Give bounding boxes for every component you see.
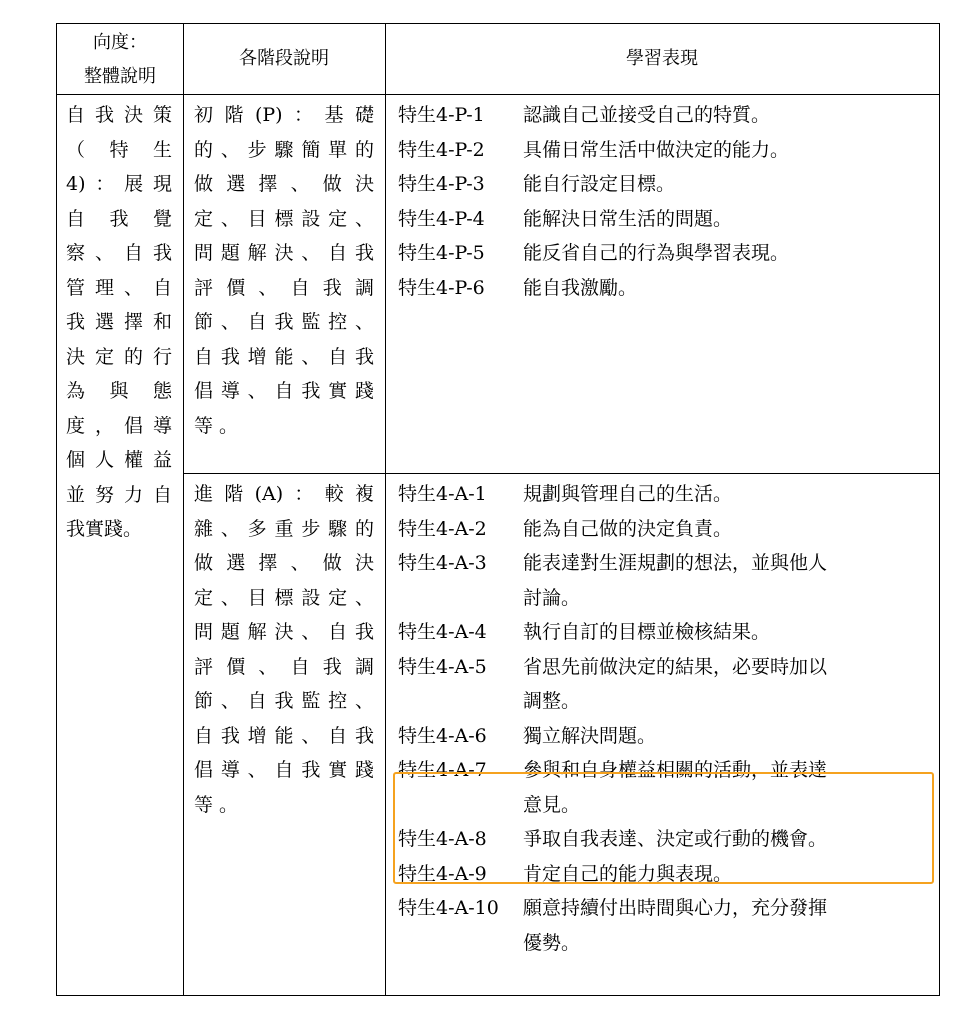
performance-description: 規劃與管理自己的生活。 <box>523 483 733 505</box>
header-dimension: 向度： 整體說明 <box>84 32 156 87</box>
performance-description: 具備日常生活中做決定的能力。 <box>523 138 790 161</box>
performance-code: 特生4-A-6 <box>398 724 487 747</box>
dimension-desc-line: 並努力自 <box>66 483 172 506</box>
basic-stage-line: 的、步驟簡單的 <box>194 138 374 161</box>
performance-description: 認識自己並接受自己的特質。 <box>523 104 771 126</box>
advanced-stage-line: 等 。 <box>194 793 239 816</box>
header-learning-performance: 學習表現 <box>626 48 698 69</box>
basic-stage-line: 初階(P)：基礎 <box>194 104 374 126</box>
basic-stage-line: 倡導、自我實踐 <box>194 380 374 402</box>
performance-code: 特生4-P-2 <box>398 138 485 161</box>
header-stage-description: 各階段說明 <box>239 48 329 69</box>
dimension-desc-line: 自我決策 <box>66 104 172 126</box>
dimension-desc-line: 4)：展現 <box>66 173 172 195</box>
advanced-stage-line: 進階(A)：較複 <box>194 483 374 505</box>
dimension-desc-line: 我實踐。 <box>66 518 143 540</box>
performance-description: 省思先前做決定的結果，必要時加以 <box>523 655 828 678</box>
performance-code: 特生4-A-2 <box>398 517 487 540</box>
performance-description: 能解決日常生活的問題。 <box>523 207 733 230</box>
basic-stage-line: 自我增能、自我 <box>194 345 374 368</box>
performance-code: 特生4-P-3 <box>398 173 485 195</box>
stage-divider <box>183 473 939 474</box>
basic-stage-line: 等 。 <box>194 414 239 437</box>
performance-code: 特生4-A-9 <box>398 862 487 885</box>
performance-code: 特生4-P-1 <box>398 104 485 126</box>
dimension-desc-line: 個人權益 <box>66 449 172 471</box>
performance-code: 特生4-P-4 <box>398 207 485 230</box>
performance-description: 討論。 <box>523 586 581 609</box>
performance-code: 特生4-A-7 <box>398 759 487 781</box>
dimension-desc-line: 度，倡導 <box>66 414 172 437</box>
performance-description: 調整。 <box>523 690 581 712</box>
performance-description: 能反省自己的行為與學習表現。 <box>523 242 790 264</box>
dimension-desc-line: 為 與 態 <box>66 380 172 402</box>
advanced-stage-line: 雜、多重步驟的 <box>194 517 374 540</box>
basic-stage-line: 評價、自我調 <box>194 276 374 299</box>
header-divider <box>57 94 939 95</box>
performance-description: 願意持續付出時間與心力，充分發揮 <box>523 897 828 919</box>
performance-code: 特生4-A-3 <box>398 552 487 574</box>
performance-description: 爭取自我表達、決定或行動的機會。 <box>523 828 828 850</box>
performance-description: 獨立解決問題。 <box>523 724 657 747</box>
performance-description: 執行自訂的目標並檢核結果。 <box>523 621 771 643</box>
performance-description: 參與和自身權益相關的活動，並表達 <box>523 759 828 781</box>
performance-description: 能自我激勵。 <box>523 276 638 299</box>
basic-stage-line: 問題解決、自我 <box>194 242 374 264</box>
performance-code: 特生4-A-10 <box>398 897 499 919</box>
basic-stage-line: 定、目標設定、 <box>194 207 374 230</box>
performance-code: 特生4-A-8 <box>398 828 487 850</box>
column-divider <box>385 24 386 995</box>
performance-description: 能自行設定目標。 <box>523 173 676 195</box>
dimension-desc-line: 決定的行 <box>66 345 172 368</box>
performance-code: 特生4-P-6 <box>398 276 485 299</box>
performance-description: 肯定自己的能力與表現。 <box>523 862 733 885</box>
dimension-desc-line: 管理、自 <box>66 276 172 299</box>
dimension-desc-line: 察、自我 <box>66 242 172 264</box>
dimension-desc-line: 我選擇和 <box>66 311 172 333</box>
basic-stage-line: 節、自我監控、 <box>194 311 374 333</box>
performance-description: 能表達對生涯規劃的想法，並與他人 <box>523 552 828 574</box>
performance-code: 特生4-A-4 <box>398 621 487 643</box>
column-divider <box>183 24 184 995</box>
advanced-stage-line: 做選擇、做決 <box>194 552 374 574</box>
highlight-box <box>393 772 934 884</box>
advanced-stage-line: 自我增能、自我 <box>194 724 374 747</box>
dimension-desc-line: 自 我 覺 <box>66 207 172 230</box>
performance-description: 能為自己做的決定負責。 <box>523 517 733 540</box>
performance-description: 優勢。 <box>523 931 581 954</box>
basic-stage-line: 做選擇、做決 <box>194 173 374 195</box>
advanced-stage-line: 評價、自我調 <box>194 655 374 678</box>
performance-code: 特生4-A-5 <box>398 655 487 678</box>
advanced-stage-line: 節、自我監控、 <box>194 690 374 712</box>
dimension-desc-line: （ 特 生 <box>66 138 172 161</box>
advanced-stage-line: 定、目標設定、 <box>194 586 374 609</box>
performance-code: 特生4-P-5 <box>398 242 485 264</box>
performance-code: 特生4-A-1 <box>398 483 487 505</box>
performance-description: 意見。 <box>523 793 581 816</box>
advanced-stage-line: 問題解決、自我 <box>194 621 374 643</box>
advanced-stage-line: 倡導、自我實踐 <box>194 759 374 781</box>
